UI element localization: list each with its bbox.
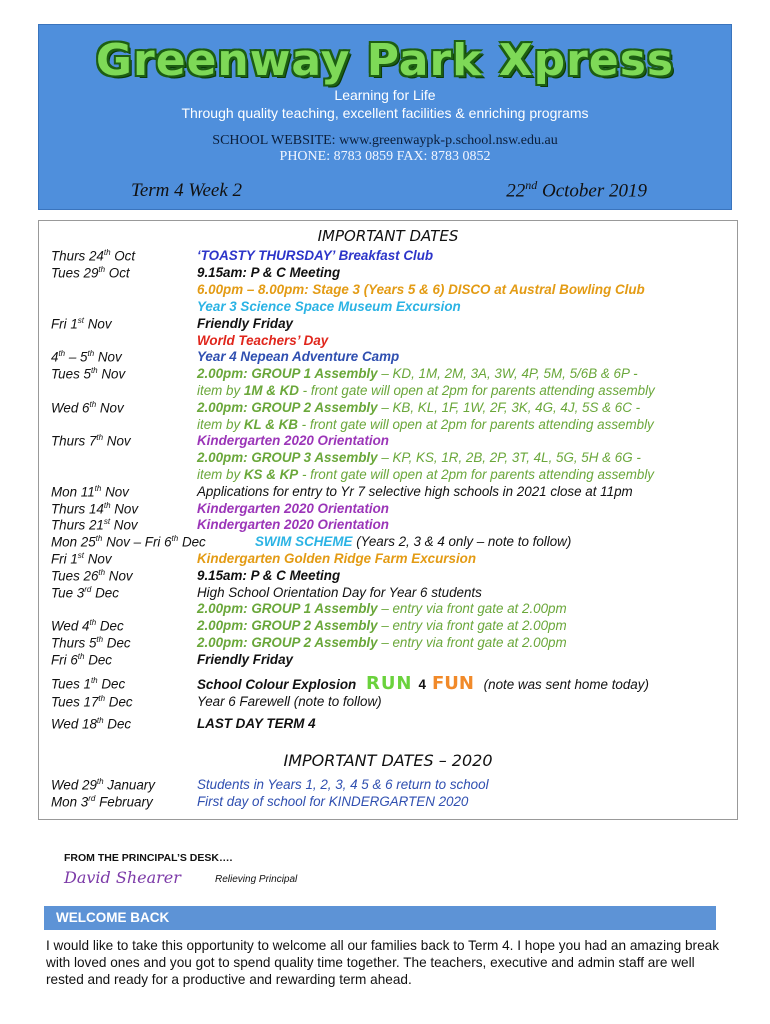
school-website: SCHOOL WEBSITE: www.greenwaypk-p.school.nsw.edu.au — [212, 133, 558, 148]
welcome-title: WELCOME BACK — [56, 910, 170, 925]
date-label: Fri 1st Nov — [51, 551, 112, 567]
date-label: Tues 29th Oct — [51, 265, 130, 281]
date-row — [39, 248, 737, 265]
event-text: LAST DAY TERM 4 — [197, 716, 316, 731]
important-dates-2020-heading: IMPORTANT DATES – 2020 — [283, 751, 493, 770]
event-text: Friendly Friday — [197, 316, 293, 331]
event-text: Kindergarten Golden Ridge Farm Excursion — [197, 551, 477, 566]
event-text: item by 1M & KD - front gate will open at 2pm for parents attending assembly — [197, 383, 655, 398]
event-text: Students in Years 1, 2, 3, 4 5 & 6 return to school — [197, 777, 489, 792]
date-row — [39, 618, 737, 635]
date-label: Mon 25th Nov – Fri 6th Dec — [51, 534, 206, 550]
event-text: SWIM SCHEME (Years 2, 3 & 4 only – note to follow) — [255, 534, 572, 549]
event-text: School Colour Explosion RUN 4 FUN (note was sent home today) — [197, 673, 649, 694]
date-row — [39, 694, 737, 711]
date-row — [39, 433, 737, 450]
event-text: 2.00pm: GROUP 2 Assembly – entry via front gate at 2.00pm — [197, 635, 567, 650]
term-week: Term 4 Week 2 — [131, 180, 243, 201]
date-row — [39, 450, 737, 467]
school-phone-fax: PHONE: 8783 0859 FAX: 8783 0852 — [279, 149, 491, 164]
newsletter-header — [38, 24, 732, 210]
welcome-text: I would like to take this opportunity to welcome all our families back to Term 4. I hope you had an amazing break with loved ones and you got to spend quality time together. The teachers, executive and admin staff are well rested and ready for a productive and rewarding term ahead. — [46, 938, 719, 987]
event-text: 9.15am: P & C Meeting — [197, 265, 341, 280]
important-dates-heading: IMPORTANT DATES — [317, 227, 459, 245]
date-label: Mon 3rd February — [51, 794, 153, 810]
date-row — [39, 349, 737, 366]
date-label: Wed 4th Dec — [51, 618, 124, 634]
event-text: Kindergarten 2020 Orientation — [197, 517, 389, 532]
date-row — [39, 601, 737, 618]
newsletter-title: Greenway Park Xpress — [95, 35, 675, 86]
date-row — [39, 366, 737, 383]
date-row — [39, 265, 737, 282]
event-text: Applications for entry to Yr 7 selective high schools in 2021 close at 11pm — [197, 484, 633, 499]
event-text: Year 4 Nepean Adventure Camp — [197, 349, 400, 364]
event-text: item by KL & KB - front gate will open at 2pm for parents attending assembly — [197, 417, 654, 432]
date-row — [39, 517, 737, 534]
principal-role: Relieving Principal — [215, 874, 298, 885]
date-label: Fri 6th Dec — [51, 652, 113, 668]
event-text: ‘TOASTY THURSDAY’ Breakfast Club — [197, 248, 434, 263]
date-row — [39, 635, 737, 652]
event-text: 2.00pm: GROUP 1 Assembly – entry via front gate at 2.00pm — [197, 601, 567, 616]
date-row — [39, 333, 737, 350]
date-row — [39, 551, 737, 568]
date-label: Wed 29th January — [51, 777, 155, 793]
date-label: Thurs 21st Nov — [51, 517, 138, 533]
date-row — [39, 534, 737, 551]
date-row — [39, 568, 737, 585]
date-label: Thurs 5th Dec — [51, 635, 131, 651]
date-row — [39, 585, 737, 602]
event-text: Kindergarten 2020 Orientation — [197, 433, 389, 448]
event-text: Year 6 Farewell (note to follow) — [197, 694, 382, 709]
date-row — [39, 299, 737, 316]
date-row — [39, 716, 737, 733]
event-text: Kindergarten 2020 Orientation — [197, 501, 389, 516]
principal-desk-label: FROM THE PRINCIPAL’S DESK…. — [64, 852, 233, 864]
date-row — [39, 484, 737, 501]
date-label: Wed 18th Dec — [51, 716, 132, 732]
date-label: Wed 6th Nov — [51, 400, 124, 416]
date-label: Tues 26th Nov — [51, 568, 133, 584]
date-row — [39, 383, 737, 400]
tagline-description: Through quality teaching, excellent facilities & enriching programs — [181, 105, 589, 121]
event-text: 9.15am: P & C Meeting — [197, 568, 341, 583]
event-text: 2.00pm: GROUP 2 Assembly – entry via front gate at 2.00pm — [197, 618, 567, 633]
run-4-fun-logo: RUN — [365, 673, 413, 694]
date-row — [39, 467, 737, 484]
date-label: Tue 3rd Dec — [51, 585, 119, 601]
date-label: Thurs 24th Oct — [51, 248, 136, 264]
date-label: Thurs 14th Nov — [51, 501, 139, 517]
principal-signature: David Shearer — [64, 868, 181, 887]
date-row — [39, 316, 737, 333]
event-text: High School Orientation Day for Year 6 students — [197, 585, 482, 600]
date-row — [39, 417, 737, 434]
date-row — [39, 652, 737, 669]
date-row-2020 — [39, 777, 737, 794]
event-text: 2.00pm: GROUP 2 Assembly – KB, KL, 1F, 1W, 2F, 3K, 4G, 4J, 5S & 6C - — [197, 400, 641, 415]
date-label: Thurs 7th Nov — [51, 433, 131, 449]
important-dates-box — [38, 220, 738, 820]
date-label: Fri 1st Nov — [51, 316, 112, 332]
date-row — [39, 673, 737, 695]
event-text: 2.00pm: GROUP 1 Assembly – KD, 1M, 2M, 3A, 3W, 4P, 5M, 5/6B & 6P - — [197, 366, 638, 381]
date-label: 4th – 5th Nov — [51, 349, 122, 365]
welcome-section-bar — [44, 906, 716, 930]
date-row — [39, 501, 737, 518]
tagline-motto: Learning for Life — [334, 87, 436, 103]
event-text: First day of school for KINDERGARTEN 2020 — [197, 794, 469, 809]
event-text: 2.00pm: GROUP 3 Assembly – KP, KS, 1R, 2B, 2P, 3T, 4L, 5G, 5H & 6G - — [197, 450, 641, 465]
date-row-2020 — [39, 794, 737, 811]
event-text: Friendly Friday — [197, 652, 293, 667]
issue-date: 22nd October 2019 — [506, 178, 647, 202]
event-text: 6.00pm – 8.00pm: Stage 3 (Years 5 & 6) DISCO at Austral Bowling Club — [197, 282, 645, 297]
event-text: World Teachers’ Day — [197, 333, 329, 348]
event-text: Year 3 Science Space Museum Excursion — [197, 299, 461, 314]
event-text: item by KS & KP - front gate will open at 2pm for parents attending assembly — [197, 467, 655, 482]
date-label: Tues 17th Dec — [51, 694, 133, 710]
date-label: Mon 11th Nov — [51, 484, 129, 500]
date-row — [39, 400, 737, 417]
date-label: Tues 5th Nov — [51, 366, 126, 382]
date-label: Tues 1th Dec — [51, 676, 126, 692]
date-row — [39, 282, 737, 299]
